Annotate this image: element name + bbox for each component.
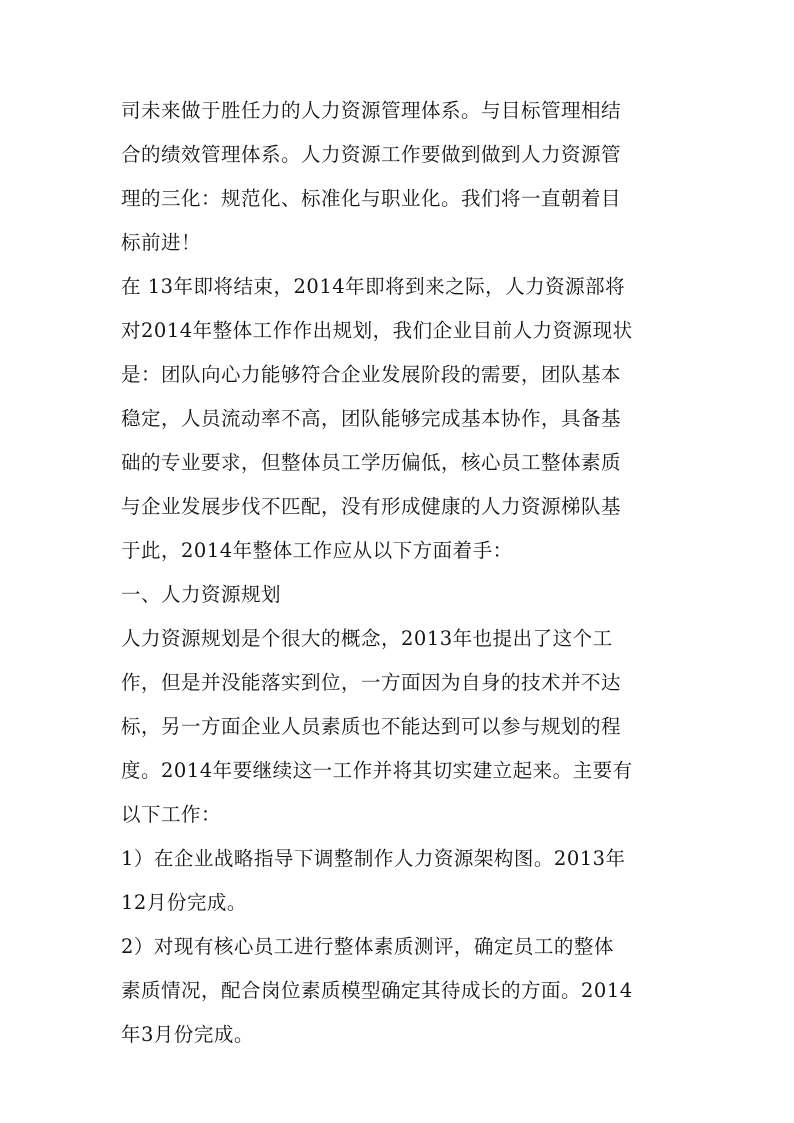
text-line: 司未来做于胜任力的人力资源管理体系。与目标管理相结: [121, 99, 622, 122]
text-line: 标，另一方面企业人员素质也不能达到可以参与规划的程: [121, 715, 622, 738]
text-line: 度。2014年要继续这一工作并将其切实建立起来。主要有: [121, 759, 633, 782]
text-line: 对2014年整体工作作出规划，我们企业目前人力资源现状: [121, 319, 633, 342]
text-line: 作，但是并没能落实到位，一方面因为自身的技术并不达: [121, 671, 622, 694]
text-line: 是：团队向心力能够符合企业发展阶段的需要，团队基本: [121, 363, 622, 386]
text-line: 稳定，人员流动率不高，团队能够完成基本协作，具备基: [121, 407, 622, 430]
list-item-line: 年3月份完成。: [121, 1023, 254, 1046]
text-line: 与企业发展步伐不匹配，没有形成健康的人力资源梯队基: [121, 495, 622, 518]
text-line: 在 13年即将结束，2014年即将到来之际，人力资源部将: [121, 275, 626, 298]
text-line: 以下工作：: [121, 803, 222, 826]
list-item-line: 12月份完成。: [121, 891, 247, 914]
list-item-line: 1）在企业战略指导下调整制作人力资源架构图。2013年: [121, 847, 626, 870]
list-item-line: 2）对现有核心员工进行整体素质测评，确定员工的整体: [121, 935, 614, 958]
section-heading: 一、人力资源规划: [121, 583, 282, 606]
text-line: 理的三化：规范化、标准化与职业化。我们将一直朝着目: [121, 187, 622, 210]
list-item-line: 素质情况，配合岗位素质模型确定其待成长的方面。2014: [121, 979, 633, 1002]
text-line: 于此，2014年整体工作应从以下方面着手：: [121, 539, 513, 562]
text-line: 标前进！: [121, 231, 202, 254]
text-line: 人力资源规划是个很大的概念，2013年也提出了这个工: [121, 627, 613, 650]
text-line: 合的绩效管理体系。人力资源工作要做到做到人力资源管: [121, 143, 622, 166]
text-line: 础的专业要求，但整体员工学历偏低，核心员工整体素质: [121, 451, 622, 474]
